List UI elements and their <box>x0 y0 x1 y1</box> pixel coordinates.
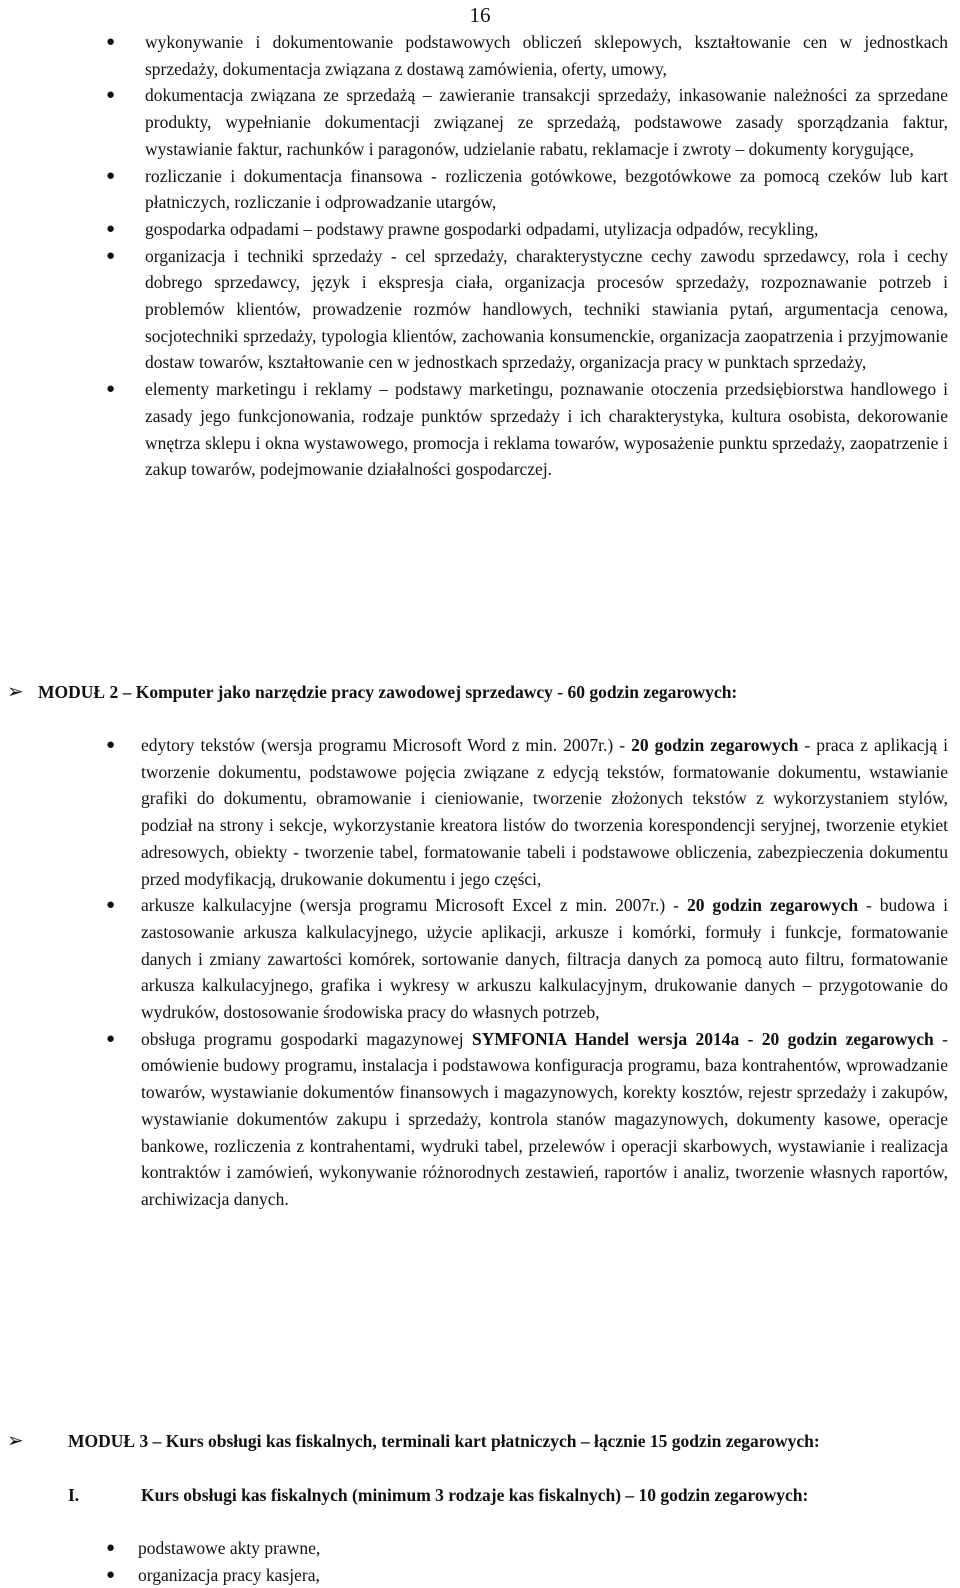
bullet-icon: ● <box>106 34 116 50</box>
bullet-icon: ● <box>106 897 116 914</box>
bullet-icon: ● <box>106 167 116 184</box>
list-item <box>0 1535 960 1562</box>
list-item <box>0 163 960 216</box>
topic-list <box>0 29 960 483</box>
module-2-list <box>0 732 960 1213</box>
list-item <box>0 892 960 1026</box>
list-item <box>0 376 960 483</box>
module-2-heading-text: MODUŁ 2 – Komputer jako narzędzie pracy zawodowej sprzedawcy - 60 godzin zegarowych: <box>38 682 738 702</box>
bullet-icon: ● <box>106 737 116 753</box>
list-item <box>0 1026 960 1213</box>
list-item <box>0 216 960 243</box>
section-number: I. <box>68 1485 80 1505</box>
item-lead: arkusze kalkulacyjne (wersja programu Microsoft Excel z min. 2007r.) - <box>141 895 687 916</box>
bullet-icon: ● <box>106 1030 116 1047</box>
list-item-text: organizacja pracy kasjera, <box>138 1564 320 1585</box>
item-hours: 20 godzin zegarowych <box>686 895 859 916</box>
item-hours: 20 godzin zegarowych <box>631 735 799 755</box>
item-description: - budowa i zastosowanie arkusza kalkulacyjnego, użycie aplikacji, arkusze i komórki, formuły i funkcje, formatowanie danych i zmiany zawartości komórek, sortowanie danych, filtracja danych za pomocą auto filtru, formatowanie arkusza kalkulacyjnego, grafika i wykresy w arkuszu kalkulacyjnym, drukowanie danych – przygotowanie do wydruków, dostosowanie środowiska pracy do własnych potrzeb, <box>141 895 948 1023</box>
list-item <box>0 82 960 162</box>
section-title: Kurs obsługi kas fiskalnych (minimum 3 rodzaje kas fiskalnych) – 10 godzin zegarowych: <box>141 1485 809 1505</box>
item-lead: obsługa programu gospodarki magazynowej <box>141 1028 472 1049</box>
arrow-bullet-icon: ➢ <box>7 1430 24 1452</box>
page-number: 16 <box>469 3 491 27</box>
section-heading <box>0 1482 960 1509</box>
list-item-text: rozliczanie i dokumentacja finansowa - rozliczenia gotówkowe, bezgotówkowe za pomocą czeków lub kart płatniczych, rozliczanie i odprowadzanie utargów, <box>145 165 948 213</box>
list-item-text: gospodarka odpadami – podstawy prawne gospodarki odpadami, utylizacja odpadów, recykling, <box>145 218 819 239</box>
list-item-text: organizacja i techniki sprzedaży - cel sprzedaży, charakterystyczne cechy zawodu sprzedawcy, rola i cechy dobrego sprzedawcy, język i ekspresja ciała, organizacja procesów sprzedaży, rozpoznawanie potrzeb i problemów klientów, prowadzenie rozmów handlowych, techniki stawiania pytań, argumentacja cenowa, socjotechniki sprzedaży, typologia klientów, zachowania konsumenckie, organizacja zaopatrzenia i przyjmowanie dostaw towarów, kształtowanie cen w jednostkach sprzedaży, organizacja pracy w punktach sprzedaży, <box>145 245 948 373</box>
item-description: - omówienie budowy programu, instalacja i podstawowa konfiguracja programu, baza kontrahentów, wprowadzanie towarów, wystawianie dokumentów finansowych i magazynowych, korekty kosztów, rejestr sprzedaży i zakupów, wystawianie dokumentów zakupu i sprzedaży, kontrola stanów magazynowych, dokumenty kasowe, operacje bankowe, rozliczenia z kontrahentami, wydruki tabel, przelewów i operacji skarbowych, wystawianie i realizacja kontraktów i zamówień, wykonywanie różnorodnych zestawień, raportów i analiz, tworzenie własnych raportów, archiwizacja danych. <box>141 1028 949 1209</box>
bullet-icon: ● <box>106 1540 116 1556</box>
bullet-icon: ● <box>106 247 116 264</box>
bullet-icon: ● <box>106 1566 116 1583</box>
item-description: - praca z aplikacją i tworzenie dokumentu, podstawowe pojęcia związane z edycją tekstów, formatowanie dokumentu, wstawianie grafiki do dokumentu, obramowanie i cieniowanie, tworzenie złożonych tekstów z wykorzystaniem stylów, podział na strony i sekcje, wykorzystanie kreatora listów do tworzenia korespondencji seryjnej, tworzenie etykiet adresowych, obiekty - tworzenie tabel, formatowanie tabeli i podstawowe obliczenia, zabezpieczenia dokumentu przed modyfikacją, drukowanie dokumentu i jego części, <box>141 735 948 889</box>
item-hours: SYMFONIA Handel wersja 2014a - 20 godzin zegarowych <box>471 1028 934 1049</box>
arrow-bullet-icon: ➢ <box>7 681 24 703</box>
module-3-list <box>0 1535 960 1588</box>
list-item-text: wykonywanie i dokumentowanie podstawowych obliczeń sklepowych, kształtowanie cen w jednostkach sprzedaży, dokumentacja związana z dostawą zamówienia, oferty, umowy, <box>145 32 948 79</box>
list-item-text: podstawowe akty prawne, <box>138 1538 321 1558</box>
module-2-heading <box>0 679 960 706</box>
list-item <box>0 243 960 377</box>
list-item-text: elementy marketingu i reklamy – podstawy marketingu, poznawanie otoczenia przedsiębiorstwa handlowego i zasady jego funkcjonowania, rodzaje punktów sprzedaży i ich charakterystyka, kultura osobista, dekorowanie wnętrza sklepu i okna wystawowego, promocja i reklama towarów, wyposażenie punktu sprzedaży, zaopatrzenie i zakup towarów, podejmowanie działalności gospodarczej. <box>145 379 948 480</box>
list-item-text: dokumentacja związana ze sprzedażą – zawieranie transakcji sprzedaży, inkasowanie należności za sprzedane produkty, wypełnianie dokumentacji związanej ze sprzedażą, podstawowe zasady sporządzania faktur, wystawianie faktur, rachunków i paragonów, udzielanie rabatu, reklamacje i zwroty – dokumenty korygujące, <box>145 85 948 159</box>
bullet-icon: ● <box>106 220 116 237</box>
list-item <box>0 29 960 82</box>
item-lead: edytory tekstów (wersja programu Microsoft Word z min. 2007r.) - <box>141 735 632 755</box>
bullet-icon: ● <box>106 87 116 104</box>
bullet-icon: ● <box>106 381 116 398</box>
list-item <box>0 732 960 892</box>
list-item <box>0 1562 960 1588</box>
module-3-heading <box>0 1428 960 1455</box>
module-3-heading-text: MODUŁ 3 – Kurs obsługi kas fiskalnych, terminali kart płatniczych – łącznie 15 godzin zegarowych: <box>68 1431 820 1451</box>
